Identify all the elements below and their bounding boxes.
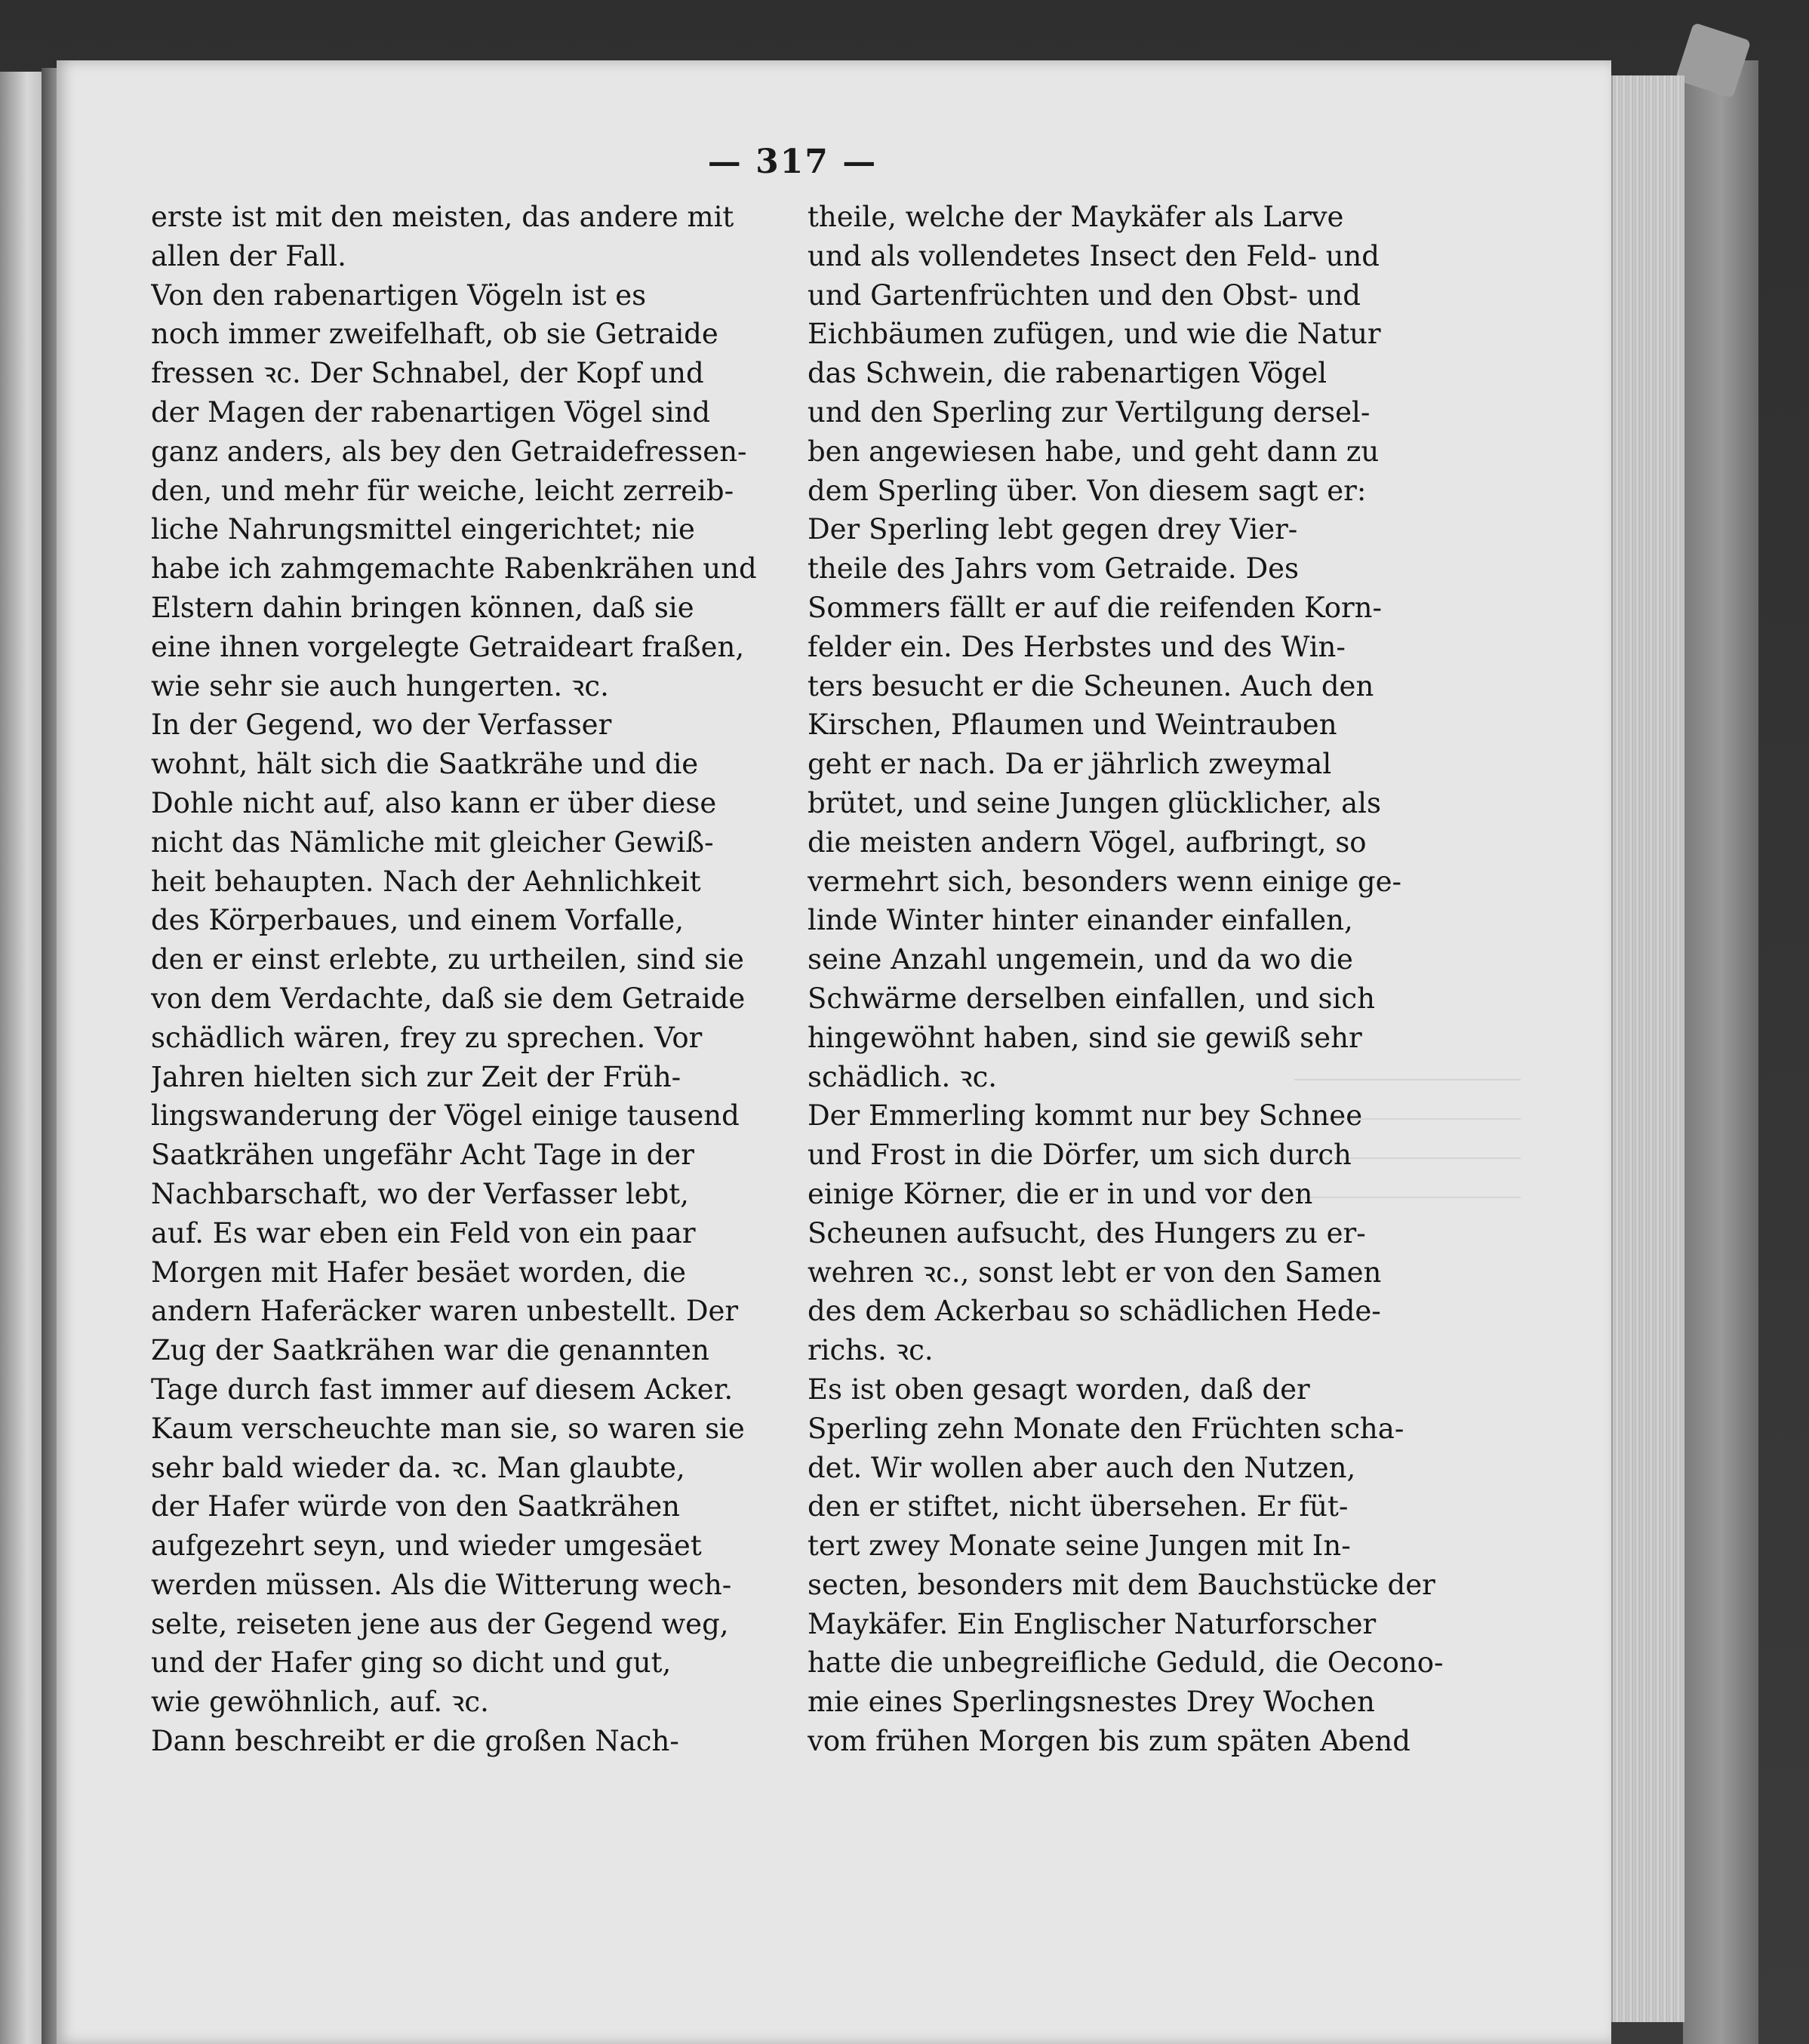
right-column-line: das Schwein, die rabenartigen Vögel bbox=[808, 357, 1328, 390]
left-column-line: wie sehr sie auch hungerten. ꝛc. bbox=[151, 669, 609, 702]
right-column-line: theile des Jahrs vom Getraide. Des bbox=[808, 552, 1299, 586]
left-column-line: sehr bald wieder da. ꝛc. Man glaubte, bbox=[151, 1451, 685, 1484]
left-column-line: noch immer zweifelhaft, ob sie Getraide bbox=[151, 318, 718, 351]
right-column-line: Eichbäumen zufügen, und wie die Natur bbox=[808, 318, 1381, 351]
left-column-line: und der Hafer ging so dicht und gut, bbox=[151, 1646, 672, 1680]
right-column-line: seine Anzahl ungemein, und da wo die bbox=[808, 943, 1353, 976]
right-column-line: mie eines Sperlingsnestes Drey Wochen bbox=[808, 1686, 1375, 1719]
right-column-line: tert zwey Monate seine Jungen mit In- bbox=[808, 1529, 1351, 1563]
left-column-line: nicht das Nämliche mit gleicher Gewiß- bbox=[151, 825, 714, 859]
left-column-line: schädlich wären, frey zu sprechen. Vor bbox=[151, 1021, 703, 1054]
right-column-line: Es ist oben gesagt worden, daß der bbox=[808, 1372, 1310, 1406]
left-column-line: den er einst erlebte, zu urtheilen, sind sie bbox=[151, 943, 744, 976]
left-column-line: Jahren hielten sich zur Zeit der Früh- bbox=[151, 1060, 681, 1093]
left-column-line: der Hafer würde von den Saatkrähen bbox=[151, 1490, 680, 1523]
left-column-line: ganz anders, als bey den Getraidefressen- bbox=[151, 435, 747, 468]
book-cover-edge bbox=[1683, 60, 1758, 2044]
right-column-line: schädlich. ꝛc. bbox=[808, 1060, 998, 1093]
right-column-line: und Frost in die Dörfer, um sich durch bbox=[808, 1139, 1352, 1172]
right-column-line: secten, besonders mit dem Bauchstücke der bbox=[808, 1568, 1435, 1601]
left-text-column bbox=[151, 198, 792, 1761]
left-column-line: der Magen der rabenartigen Vögel sind bbox=[151, 395, 711, 429]
right-column-line: vom frühen Morgen bis zum späten Abend bbox=[808, 1725, 1411, 1758]
right-column-line: und Gartenfrüchten und den Obst- und bbox=[808, 278, 1361, 312]
right-column-line: theile, welche der Maykäfer als Larve bbox=[808, 201, 1344, 233]
left-column-line: Dann beschreibt er die großen Nach- bbox=[151, 1725, 679, 1758]
right-column-line: Der Emmerling kommt nur bey Schnee bbox=[808, 1099, 1363, 1133]
left-column-line: werden müssen. Als die Witterung wech- bbox=[151, 1568, 732, 1601]
right-column-line: wehren ꝛc., sonst lebt er von den Samen bbox=[808, 1256, 1382, 1289]
left-column-line: fressen ꝛc. Der Schnabel, der Kopf und bbox=[151, 357, 704, 390]
right-column-line: des dem Ackerbau so schädlichen Hede- bbox=[808, 1295, 1381, 1328]
right-column-line: Kirschen, Pflaumen und Weintrauben bbox=[808, 708, 1337, 742]
right-column-line: Maykäfer. Ein Englischer Naturforscher bbox=[808, 1607, 1377, 1640]
right-column-line: geht er nach. Da er jährlich zweymal bbox=[808, 748, 1332, 781]
right-column-line: hingewöhnt haben, sind sie gewiß sehr bbox=[808, 1021, 1362, 1054]
left-column-line: Zug der Saatkrähen war die genannten bbox=[151, 1334, 709, 1367]
left-column-line: Kaum verscheuchte man sie, so waren sie bbox=[151, 1412, 745, 1445]
right-column-line: Sommers fällt er auf die reifenden Korn- bbox=[808, 591, 1382, 624]
left-column-line: habe ich zahmgemachte Rabenkrähen und bbox=[151, 552, 757, 586]
left-column-line: wie gewöhnlich, auf. ꝛc. bbox=[151, 1686, 489, 1719]
left-column-line: selte, reiseten jene aus der Gegend weg, bbox=[151, 1607, 729, 1640]
right-column-line: brütet, und seine Jungen glücklicher, als bbox=[808, 786, 1381, 819]
right-column-line: det. Wir wollen aber auch den Nutzen, bbox=[808, 1451, 1356, 1484]
right-column-line: richs. ꝛc. bbox=[808, 1334, 934, 1367]
right-column-line: linde Winter hinter einander einfallen, bbox=[808, 904, 1353, 937]
right-column-line: Sperling zehn Monate den Früchten scha- bbox=[808, 1412, 1404, 1445]
left-column-line: den, und mehr für weiche, leicht zerreib- bbox=[151, 474, 734, 507]
right-column-line: dem Sperling über. Von diesem sagt er: bbox=[808, 474, 1367, 507]
left-column-line: Elstern dahin bringen können, daß sie bbox=[151, 591, 694, 624]
left-column-line: auf. Es war eben ein Feld von ein paar bbox=[151, 1216, 696, 1249]
left-column-line: von dem Verdachte, daß sie dem Getraide bbox=[151, 982, 746, 1015]
left-column-line: Saatkrähen ungefähr Acht Tage in der bbox=[151, 1139, 694, 1172]
right-column-line: ben angewiesen habe, und geht dann zu bbox=[808, 435, 1380, 468]
left-column-line: allen der Fall. bbox=[151, 239, 346, 272]
left-column-line: wohnt, hält sich die Saatkrähe und die bbox=[151, 748, 699, 781]
left-column-line: erste ist mit den meisten, das andere mit bbox=[151, 201, 734, 233]
right-column-line: Scheunen aufsucht, des Hungers zu er- bbox=[808, 1216, 1366, 1249]
left-column-line: Von den rabenartigen Vögeln ist es bbox=[151, 278, 647, 312]
left-column-line: des Körperbaues, und einem Vorfalle, bbox=[151, 904, 684, 937]
left-column-line: In der Gegend, wo der Verfasser bbox=[151, 708, 612, 742]
facing-page-edge bbox=[0, 72, 45, 2044]
right-column-line: felder ein. Des Herbstes und des Win- bbox=[808, 630, 1346, 663]
right-column-line: ters besucht er die Scheunen. Auch den bbox=[808, 669, 1374, 702]
right-column-line: hatte die unbegreifliche Geduld, die Oecono- bbox=[808, 1646, 1444, 1680]
left-column-line: Morgen mit Hafer besäet worden, die bbox=[151, 1256, 687, 1289]
left-column-line: andern Haferäcker waren unbestellt. Der bbox=[151, 1295, 739, 1328]
right-column-line: den er stiftet, nicht übersehen. Er füt- bbox=[808, 1490, 1349, 1523]
right-text-column bbox=[808, 198, 1457, 1761]
right-column-line: und den Sperling zur Vertilgung dersel- bbox=[808, 395, 1371, 429]
page-number-header: — 317 — bbox=[707, 143, 878, 181]
right-column-line: Der Sperling lebt gegen drey Vier- bbox=[808, 513, 1298, 546]
left-column-line: Tage durch fast immer auf diesem Acker. bbox=[151, 1372, 734, 1406]
right-column-line: und als vollendetes Insect den Feld- und bbox=[808, 239, 1380, 272]
left-column-line: lingswanderung der Vögel einige tausend bbox=[151, 1099, 740, 1133]
right-column-line: Schwärme derselben einfallen, und sich bbox=[808, 982, 1375, 1015]
right-column-line: die meisten andern Vögel, aufbringt, so bbox=[808, 825, 1367, 859]
left-column-line: heit behaupten. Nach der Aehnlichkeit bbox=[151, 865, 701, 898]
right-column-line: einige Körner, die er in und vor den bbox=[808, 1177, 1313, 1210]
right-column-line: vermehrt sich, besonders wenn einige ge- bbox=[808, 865, 1402, 898]
page-stack-edges bbox=[1611, 75, 1684, 2022]
left-column-line: aufgezehrt seyn, und wieder umgesäet bbox=[151, 1529, 702, 1563]
left-column-line: eine ihnen vorgelegte Getraideart fraßen, bbox=[151, 630, 745, 663]
left-column-line: Dohle nicht auf, also kann er über diese bbox=[151, 786, 717, 819]
left-column-line: Nachbarschaft, wo der Verfasser lebt, bbox=[151, 1177, 689, 1210]
left-column-line: liche Nahrungsmittel eingerichtet; nie bbox=[151, 513, 695, 546]
